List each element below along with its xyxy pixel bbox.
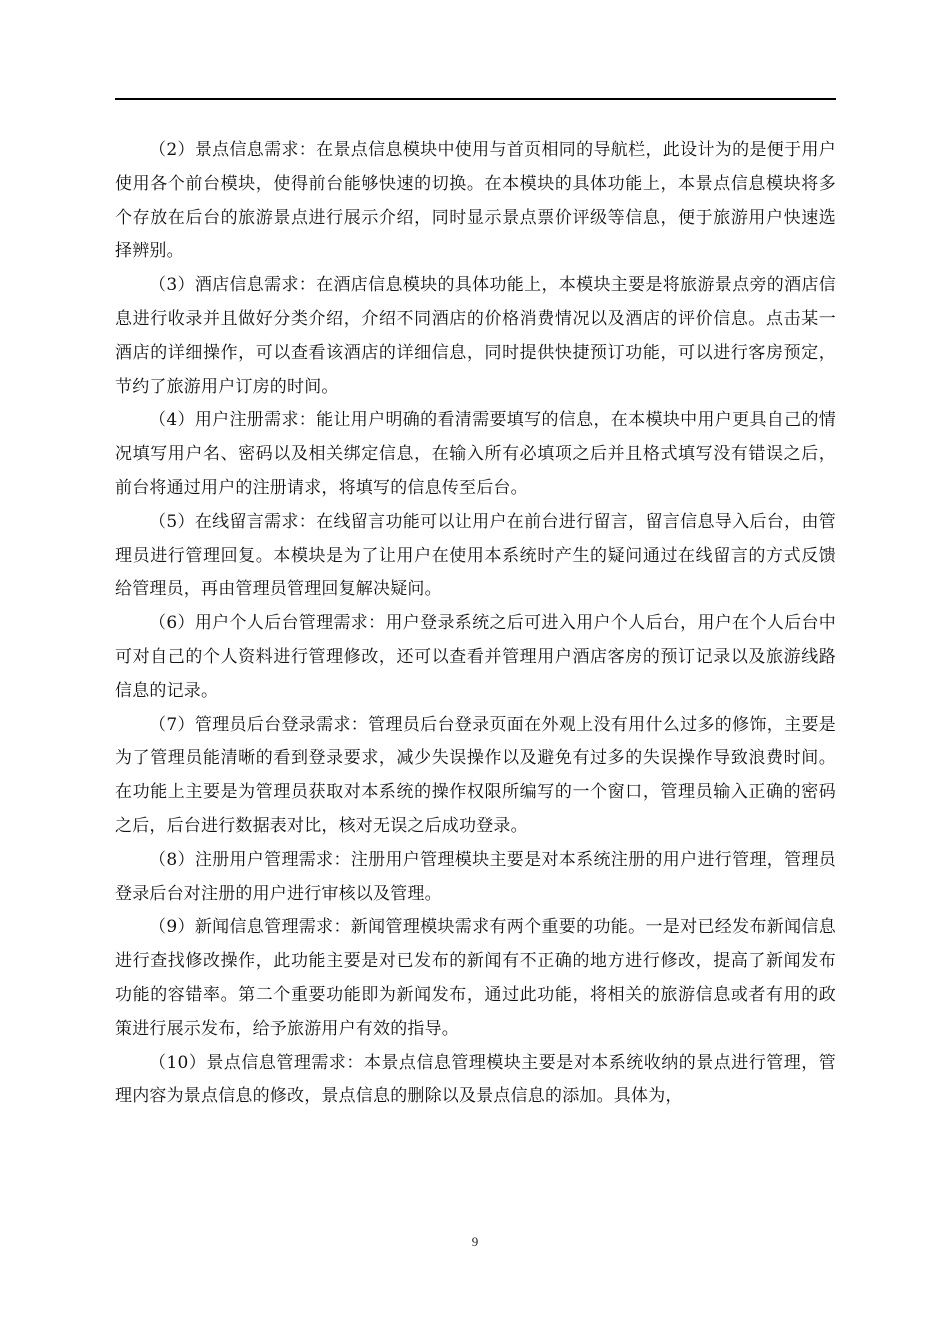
paragraph-scenic-info-requirement: （2）景点信息需求：在景点信息模块中使用与首页相同的导航栏，此设计为的是便于用户使用各个前台模块，使得前台能够快速的切换。在本模块的具体功能上，本景点信息模块将多个存放在后台的旅游景点进行展示介绍，同时显示景点票价评级等信息，便于旅游用户快速选择辨别。 <box>115 140 836 262</box>
paragraph-admin-login-requirement: （7）管理员后台登录需求：管理员后台登录页面在外观上没有用什么过多的修饰，主要是为了管理员能清晰的看到登录要求，减少失误操作以及避免有过多的失误操作导致浪费时间。在功能上主要是为管理员获取对本系统的操作权限所编写的一个窗口，管理员输入正确的密码之后，后台进行数据表对比，核对无误之后成功登录。 <box>115 714 836 836</box>
paragraph-news-management: （9）新闻信息管理需求：新闻管理模块需求有两个重要的功能。一是对已经发布新闻信息进行查找修改操作，此功能主要是对已发布的新闻有不正确的地方进行修改，提高了新闻发布功能的容错率。第二个重要功能即为新闻发布，通过此功能，将相关的旅游信息或者有用的政策进行展示发布，给予旅游用户有效的指导。 <box>115 917 836 1039</box>
body-text <box>115 134 836 1114</box>
paragraph-hotel-info-requirement: （3）酒店信息需求：在酒店信息模块的具体功能上，本模块主要是将旅游景点旁的酒店信息进行收录并且做好分类介绍，介绍不同酒店的价格消费情况以及酒店的评价信息。点击某一酒店的详细操作，可以查看该酒店的详细信息，同时提供快捷预订功能，可以进行客房预定，节约了旅游用户订房的时间。 <box>115 275 836 397</box>
paragraph-user-backend-requirement: （6）用户个人后台管理需求：用户登录系统之后可进入用户个人后台，用户在个人后台中可对自己的个人资料进行管理修改，还可以查看并管理用户酒店客房的预订记录以及旅游线路信息的记录。 <box>115 613 836 701</box>
header-rule <box>115 98 836 100</box>
page-number: 9 <box>471 1234 479 1249</box>
paragraph-online-message-requirement: （5）在线留言需求：在线留言功能可以让用户在前台进行留言，留言信息导入后台，由管理员进行管理回复。本模块是为了让用户在使用本系统时产生的疑问通过在线留言的方式反馈给管理员，再由管理员管理回复解决疑问。 <box>115 511 836 600</box>
paragraph-scenic-management: （10）景点信息管理需求：本景点信息管理模块主要是对本系统收纳的景点进行管理，管理内容为景点信息的修改，景点信息的删除以及景点信息的添加。具体为， <box>115 1052 836 1107</box>
paragraph-user-registration-requirement: （4）用户注册需求：能让用户明确的看清需要填写的信息，在本模块中用户更具自己的情况填写用户名、密码以及相关绑定信息，在输入所有必填项之后并且格式填写没有错误之后，前台将通过用户的注册请求，将填写的信息传至后台。 <box>115 410 836 498</box>
paragraph-registered-user-management: （8）注册用户管理需求：注册用户管理模块主要是对本系统注册的用户进行管理，管理员登录后台对注册的用户进行审核以及管理。 <box>115 849 836 904</box>
